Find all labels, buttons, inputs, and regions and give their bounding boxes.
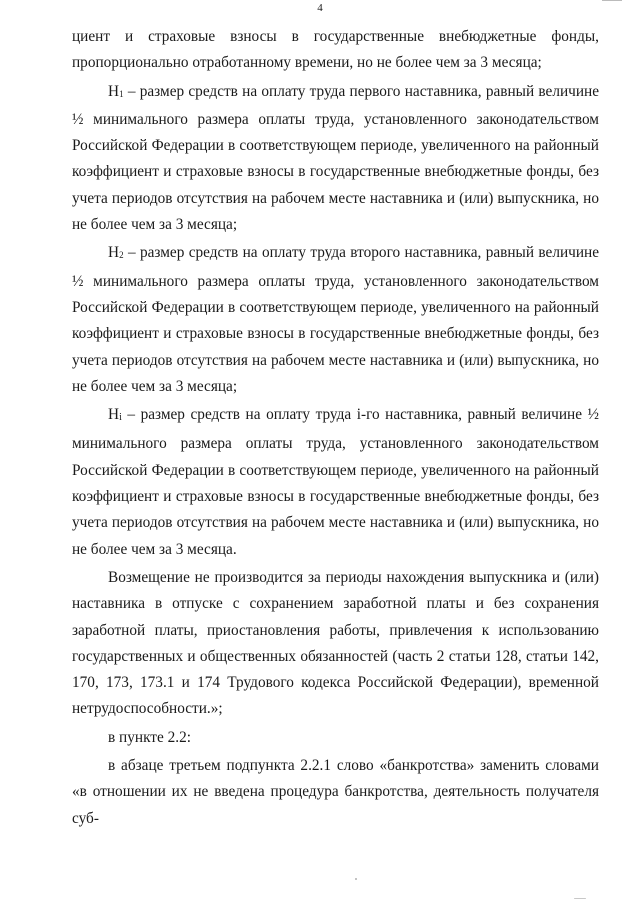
scan-artifact (355, 878, 357, 880)
paragraph-mentor-2 (72, 240, 599, 400)
scan-artifact (574, 898, 586, 899)
paragraph-continuation (72, 24, 599, 77)
paragraph-text: Возмещение не производится за периоды нахождения выпускника и (или) наставника в отпуске с сохранением заработной платы и без сохранения заработной платы, приостановления работы, привлечения к использованию государственных и общественных обязанностей (часть 2 статьи 128, статьи 142, 170, 173, 173.1 и 174 Трудового кодекса Российской Федерации), временной нетрудоспособности.»; (72, 568, 599, 718)
formula-subscript: i (119, 412, 122, 424)
paragraph-text: – размер средств на оплату труда второго наставника, равный величине ½ минимального размера оплаты труда, установленного законодательством Российской Федерации в соответствующем периоде, увеличенного на районный коэффициент и страховые взносы в государственные внебюджетные фонды, без учета периодов отсутствия на рабочем месте наставника и (или) выпускника, но не более чем за 3 месяца; (72, 244, 599, 395)
paragraph-text: – размер средств на оплату труда i-го наставника, равный величине ½ минимального размера оплаты труда, установленного законодательством Российской Федерации в соответствующем периоде, увеличенного на районный коэффициент и страховые взносы в государственные внебюджетные фонды, без учета периодов отсутствия на рабочем месте наставника и (или) выпускника, но не более чем за 3 месяца. (72, 406, 599, 558)
paragraph-reimbursement (72, 565, 599, 723)
scan-corner-mark (602, 0, 622, 4)
paragraph-mentor-1 (72, 79, 599, 239)
formula-symbol: Н (108, 82, 120, 100)
paragraph-clause-2-2 (72, 725, 599, 751)
page-number: 4 (317, 2, 323, 14)
paragraph-text: циент и страховые взносы в государственные внебюджетные фонды, пропорционально отработанному времени, но не более чем за 3 месяца; (72, 28, 599, 72)
paragraph-mentor-i (72, 402, 599, 563)
formula-symbol: Н (108, 406, 120, 424)
paragraph-text: – размер средств на оплату труда первого наставника, равный величине ½ минимального размера оплаты труда, установленного законодательством Российской Федерации в соответствующем периоде, увеличенного на районный коэффициент и страховые взносы в государственные внебюджетные фонды, без учета периодов отсутствия на рабочем месте наставника и (или) выпускника, но не более чем за 3 месяца; (72, 82, 599, 234)
formula-subscript: 1 (119, 88, 124, 99)
paragraph-text: в пункте 2.2: (108, 728, 191, 746)
document-body (72, 24, 599, 832)
formula-symbol: Н (108, 244, 120, 262)
paragraph-text: в абзаце третьем подпункта 2.2.1 слово «банкротства» заменить словами «в отношении их не введена процедура банкротства, деятельность получателя суб- (72, 757, 599, 827)
paragraph-amendment (72, 753, 599, 832)
formula-subscript: 2 (119, 250, 124, 261)
